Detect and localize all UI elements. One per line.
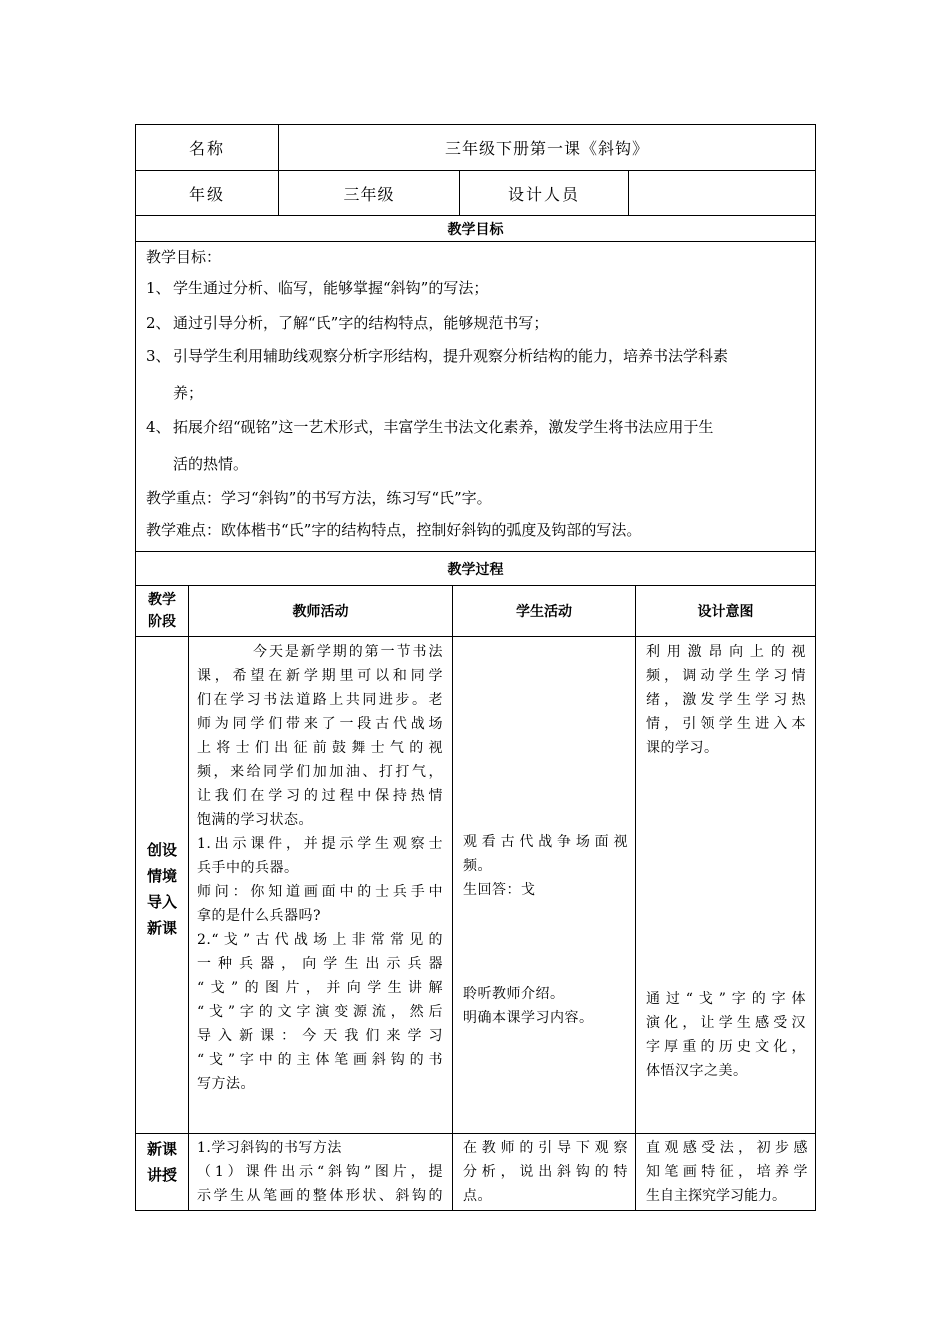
name-label: 名称	[188, 139, 225, 158]
design-line: 频，调动学生学习情	[646, 668, 806, 684]
teacher-line: 饱满的学习状态。	[197, 812, 313, 828]
design-line: 情，引领学生进入本	[646, 716, 806, 732]
objective-item-4-cont: 活的热情。	[173, 455, 249, 473]
row2-stage	[136, 1136, 188, 1188]
teacher-line: 1.学习斜钩的书写方法	[197, 1140, 342, 1156]
table-border	[815, 124, 816, 1211]
col-header-stage-l2: 阶段	[148, 614, 176, 630]
row1-teacher-activity	[197, 640, 443, 1096]
teacher-line: 频，来给同学们加加油、打打气，	[197, 764, 443, 780]
teacher-line: 写方法。	[197, 1076, 255, 1092]
student-line: 观看古代战争场面视	[463, 834, 628, 850]
col-header-stage	[136, 586, 188, 636]
name-value: 三年级下册第一课《斜钩》	[444, 139, 649, 158]
teacher-line: 上将士们出征前鼓舞士气的视	[197, 740, 443, 756]
teacher-line: 导入新课：今天我们来学习	[197, 1028, 443, 1044]
teacher-line: 师问：你知道画面中的士兵手中	[197, 884, 443, 900]
student-line: 聆听教师介绍。	[463, 986, 565, 1002]
design-line: 绪，激发学生学习热	[646, 692, 806, 708]
objective-item-4	[146, 416, 808, 438]
teacher-line: 一种兵器，向学生出示兵器	[197, 956, 443, 972]
student-line: 在教师的引导下观察	[463, 1140, 628, 1156]
teacher-line: 2.“戈”古代战场上非常常见的	[197, 932, 443, 948]
design-line: 利用激昂向上的视	[646, 644, 806, 660]
teacher-line: 兵手中的兵器。	[197, 860, 299, 876]
student-line: 生回答：戈	[463, 882, 536, 898]
design-line: 生自主探究学习能力。	[646, 1188, 786, 1204]
difficulty: 教学难点：欧体楷书“氏”字的结构特点，控制好斜钩的弧度及钩部的写法。	[146, 521, 642, 539]
table-border	[188, 585, 189, 1211]
objective-num: 1、	[146, 279, 171, 297]
row2-student-activity	[463, 1136, 628, 1208]
col-header-teacher: 教师活动	[292, 604, 349, 620]
objective-num: 3、	[146, 347, 171, 365]
objective-item-3-cont: 养；	[173, 384, 204, 402]
teacher-line: 课，希望在新学期里可以和同学	[197, 668, 443, 684]
design-line: 直观感受法，初步感	[646, 1140, 808, 1156]
row1-stage	[136, 837, 188, 941]
row1-design-intent-a	[646, 640, 806, 760]
objectives-title: 教学目标	[447, 221, 504, 238]
teacher-line: 拿的是什么兵器吗?	[197, 908, 322, 924]
table-border	[135, 1133, 816, 1134]
col-header-stage-l1: 教学	[148, 592, 176, 608]
teacher-line: 师为同学们带来了一段古代战场	[197, 716, 443, 732]
col-header-student: 学生活动	[516, 604, 572, 620]
design-line: 体悟汉字之美。	[646, 1063, 748, 1079]
stage-line: 新课	[146, 1140, 177, 1158]
student-line: 明确本课学习内容。	[463, 1010, 594, 1026]
designer-label: 设计人员	[507, 184, 580, 204]
objective-item-3	[146, 345, 808, 367]
student-line: 频。	[463, 858, 492, 874]
grade-label: 年级	[188, 184, 225, 204]
row1-design-intent-b	[646, 987, 806, 1083]
row1-student-activity-b	[463, 982, 628, 1030]
teacher-line: “戈”字的文字演变源流，然后	[197, 1004, 443, 1020]
student-line: 点。	[463, 1188, 492, 1204]
stage-line: 讲授	[146, 1166, 177, 1184]
objective-text: 引导学生利用辅助线观察分析字形结构，提升观察分析结构的能力，培养书法学科素	[173, 347, 729, 365]
col-header-design: 设计意图	[697, 604, 754, 620]
table-border	[135, 241, 816, 242]
teacher-line: 让我们在学习的过程中保持热情	[197, 788, 443, 804]
objective-text: 学生通过分析、临写，能够掌握“斜钩”的写法；	[173, 279, 489, 297]
objective-text: 通过引导分析，了解“氏”字的结构特点，能够规范书写；	[173, 314, 549, 332]
teacher-line: “戈”的图片，并向学生讲解	[197, 980, 443, 996]
objective-num: 2、	[146, 314, 171, 332]
teacher-line: “戈”字中的主体笔画斜钩的书	[197, 1052, 443, 1068]
design-line: 演化，让学生感受汉	[646, 1015, 806, 1031]
row1-student-activity-a	[463, 830, 628, 902]
stage-line: 情境	[146, 867, 177, 885]
table-border	[452, 585, 453, 1211]
row2-teacher-activity	[197, 1136, 443, 1208]
table-border	[135, 1210, 816, 1211]
teacher-line: （1）课件出示“斜钩”图片，提	[197, 1164, 443, 1180]
teacher-line: 今天是新学期的第一节书法	[253, 644, 443, 660]
key-point: 教学重点：学习“斜钩”的书写方法，练习写“氏”字。	[146, 489, 492, 507]
objective-num: 4、	[146, 418, 171, 436]
design-line: 知笔画特征，培养学	[646, 1164, 808, 1180]
stage-line: 新课	[146, 919, 177, 937]
stage-line: 导入	[146, 893, 177, 911]
objectives-intro: 教学目标：	[146, 248, 222, 266]
design-line: 字厚重的历史文化，	[646, 1039, 806, 1055]
objective-item-2	[146, 312, 808, 334]
teacher-line: 示学生从笔画的整体形状、斜钩的	[197, 1188, 443, 1204]
design-line: 通过“戈”字的字体	[646, 991, 806, 1007]
teacher-line: 1.出示课件，并提示学生观察士	[197, 836, 443, 852]
designer-value	[629, 171, 815, 215]
stage-line: 创设	[146, 841, 177, 859]
row2-design-intent	[646, 1136, 808, 1208]
teacher-line: 们在学习书法道路上共同进步。老	[197, 692, 443, 708]
design-line: 课的学习。	[646, 740, 719, 756]
table-border	[135, 124, 136, 1211]
table-border	[635, 585, 636, 1211]
process-title: 教学过程	[447, 561, 504, 578]
grade-value: 三年级	[343, 184, 395, 204]
student-line: 分析，说出斜钩的特	[463, 1164, 628, 1180]
objective-text: 拓展介绍“砚铭”这一艺术形式，丰富学生书法文化素养，激发学生将书法应用于生	[173, 418, 714, 436]
table-border	[135, 636, 816, 637]
objective-item-1	[146, 277, 808, 299]
